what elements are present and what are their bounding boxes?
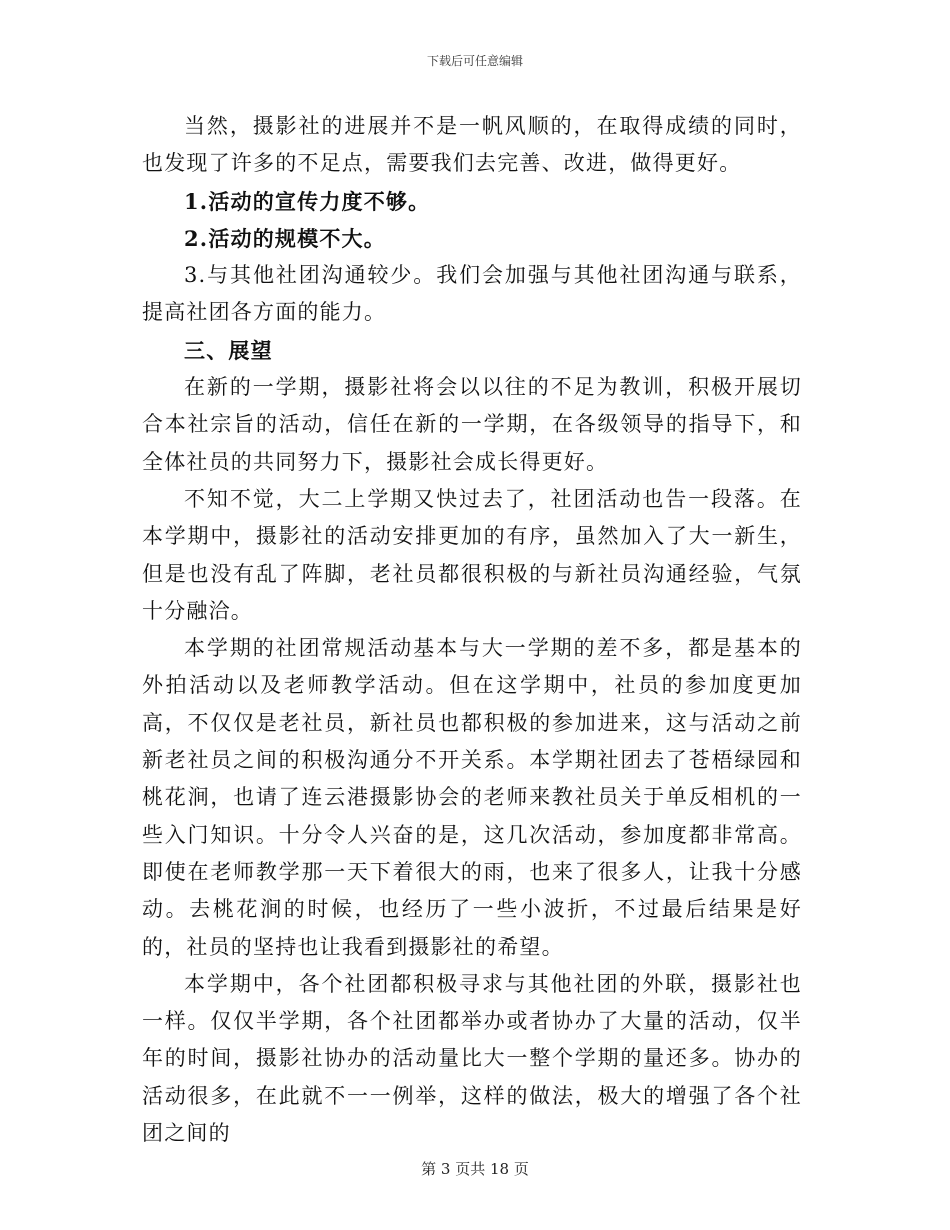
paragraph-intro: 当然，摄影社的进展并不是一帆风顺的，在取得成绩的同时，也发现了许多的不足点，需要我们去完善、改进，做得更好。 [142, 114, 802, 176]
document-body [142, 108, 802, 1152]
page-number-footer: 第 3 页共 18 页 [421, 1160, 529, 1178]
section-heading-outlook: 三、展望 [184, 337, 273, 363]
list-item-2: 2.活动的规模不大。 [184, 225, 386, 251]
paragraph-activities: 本学期的社团常规活动基本与大一学期的差不多，都是基本的外拍活动以及老师教学活动。但在这学期中，社员的参加度更加高，不仅仅是老社员，新社员也都积极的参加进来，这与活动之前新老社员之间的积极沟通分不开关系。本学期社团去了苍梧绿园和桃花涧，也请了连云港摄影协会的老师来教社员关于单反相机的一些入门知识。十分令人兴奋的是，这几次活动，参加度都非常高。即使在老师教学那一天下着很大的雨，也来了很多人，让我十分感动。去桃花涧的时候，也经历了一些小波折，不过最后结果是好的，社员的坚持也让我看到摄影社的希望。 [142, 636, 802, 959]
paragraph-outlook: 在新的一学期，摄影社将会以以往的不足为教训，积极开展切合本社宗旨的活动，信任在新的一学期，在各级领导的指导下，和全体社员的共同努力下，摄影社会成长得更好。 [142, 375, 802, 474]
paragraph-semester: 不知不觉，大二上学期又快过去了，社团活动也告一段落。在本学期中，摄影社的活动安排更加的有序，虽然加入了大一新生，但是也没有乱了阵脚，老社员都很积极的与新社员沟通经验，气氛十分融洽。 [142, 486, 802, 623]
list-item-3: 3.与其他社团沟通较少。我们会加强与其他社团沟通与联系，提高社团各方面的能力。 [142, 263, 802, 325]
page-header-note: 下载后可任意编辑 [426, 54, 523, 68]
paragraph-collaboration: 本学期中，各个社团都积极寻求与其他社团的外联，摄影社也一样。仅仅半学期，各个社团都举办或者协办了大量的活动，仅半年的时间，摄影社协办的活动量比大一整个学期的量还多。协办的活动很多，在此就不一一例举，这样的做法，极大的增强了各个社团之间的 [142, 971, 802, 1146]
list-item-1: 1.活动的宣传力度不够。 [184, 188, 431, 214]
